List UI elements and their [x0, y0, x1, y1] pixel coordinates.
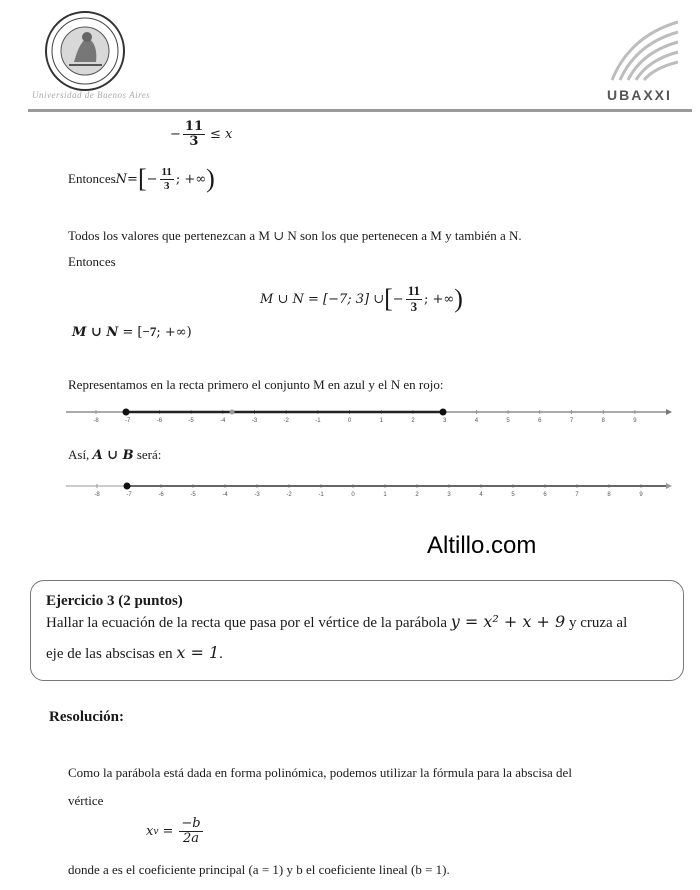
- tick-label: 8: [601, 418, 605, 424]
- tick-label: 6: [538, 418, 542, 424]
- ubaxxi-logo-icon: [606, 18, 682, 84]
- tick-label: -6: [156, 418, 163, 424]
- tick-label: 7: [569, 418, 574, 424]
- tick-label: 8: [607, 492, 611, 498]
- tick-label: 0: [351, 492, 355, 498]
- tick-label: -2: [283, 418, 289, 424]
- set-m-end-point: [440, 409, 447, 416]
- resolution-para-line-1: Como la parábola está dada en forma polinómica, podemos utilizar la fórmula para la abscisa del: [68, 765, 572, 780]
- tick-label: -8: [93, 418, 99, 424]
- union-equation: M ∪ N = [−7; 3] ∪ [ − $\frac{11}{3}$ ; +∞ ): [260, 283, 463, 314]
- represent-paragraph: Representamos en la recta primero el conjunto M en azul y el N en rojo:: [68, 377, 444, 392]
- ubaxxi-logo-text: UBAXXI: [607, 87, 672, 103]
- tick-label: 2: [411, 418, 415, 424]
- vertex-formula: x v = $\frac{-b}{2a}$: [146, 816, 201, 847]
- uba-seal-logo: [44, 10, 126, 92]
- union-result: M ∪ N = [−7; +∞): [72, 324, 192, 340]
- inequality: − $\frac{11}{3}$ ≤ x: [170, 119, 233, 150]
- union-ray-start-point: [124, 483, 131, 490]
- tick-label: 1: [383, 492, 387, 498]
- tick-label: 5: [506, 418, 510, 424]
- tick-label: -7: [126, 492, 132, 498]
- tick-label: -1: [318, 492, 324, 498]
- tick-label: -3: [254, 492, 260, 498]
- number-line-union-sets: [60, 402, 675, 430]
- tick-label: 6: [543, 492, 547, 498]
- tick-label: 3: [447, 492, 451, 498]
- altillo-watermark: Altillo.com: [427, 532, 537, 559]
- asi-sentence: Así, A ∪ B será:: [68, 447, 162, 463]
- tick-label: -7: [125, 418, 131, 424]
- exercise-line-2: eje de las abscisas en x = 1.: [46, 643, 223, 662]
- tick-label: -6: [158, 492, 164, 498]
- tick-label: 2: [415, 492, 419, 498]
- tick-label: -1: [315, 418, 321, 424]
- resolution-heading: Resolución:: [49, 709, 124, 725]
- tick-label: -4: [220, 418, 226, 424]
- number-line-union-result: [60, 476, 675, 502]
- fraction: $\frac{11}{3}$: [184, 119, 203, 150]
- resolution-para-line-2: vértice: [68, 793, 104, 808]
- tick-label: -8: [94, 492, 100, 498]
- coefficient-note: donde a es el coeficiente principal (a = 1) y b el coeficiente lineal (b = 1).: [68, 862, 450, 877]
- logo-caption: Universidad de Buenos Aires: [32, 90, 151, 100]
- n-definition: Entonces N = [ − $\frac{11}{3}$ ; +∞ ): [68, 164, 215, 193]
- tick-label: -2: [286, 492, 292, 498]
- union-paragraph: Todos los valores que pertenezcan a M ∪ N son los que pertenecen a M y también a N.: [68, 228, 522, 243]
- set-n-start-point: [230, 410, 235, 415]
- tick-label: -3: [251, 418, 258, 424]
- tick-label: 4: [479, 492, 483, 498]
- exercise-title: Ejercicio 3 (2 puntos): [46, 593, 183, 609]
- tick-label: -5: [190, 492, 196, 498]
- tick-label: 4: [474, 418, 479, 424]
- tick-label: 3: [443, 418, 447, 424]
- tick-label: -5: [188, 418, 194, 424]
- tick-label: 7: [575, 492, 579, 498]
- tick-label: 9: [639, 492, 643, 498]
- exercise-line-1: Hallar la ecuación de la recta que pasa por el vértice de la parábola y = x² + x + 9 y cruza al: [46, 612, 628, 631]
- tick-label: 0: [347, 418, 352, 424]
- set-m-start-point: [123, 409, 130, 416]
- tick-label: 9: [633, 418, 637, 424]
- header-divider: [28, 109, 692, 112]
- tick-label: 5: [511, 492, 515, 498]
- entonces-label: Entonces: [68, 254, 116, 269]
- tick-label: -4: [222, 492, 228, 498]
- tick-label: 1: [379, 418, 383, 424]
